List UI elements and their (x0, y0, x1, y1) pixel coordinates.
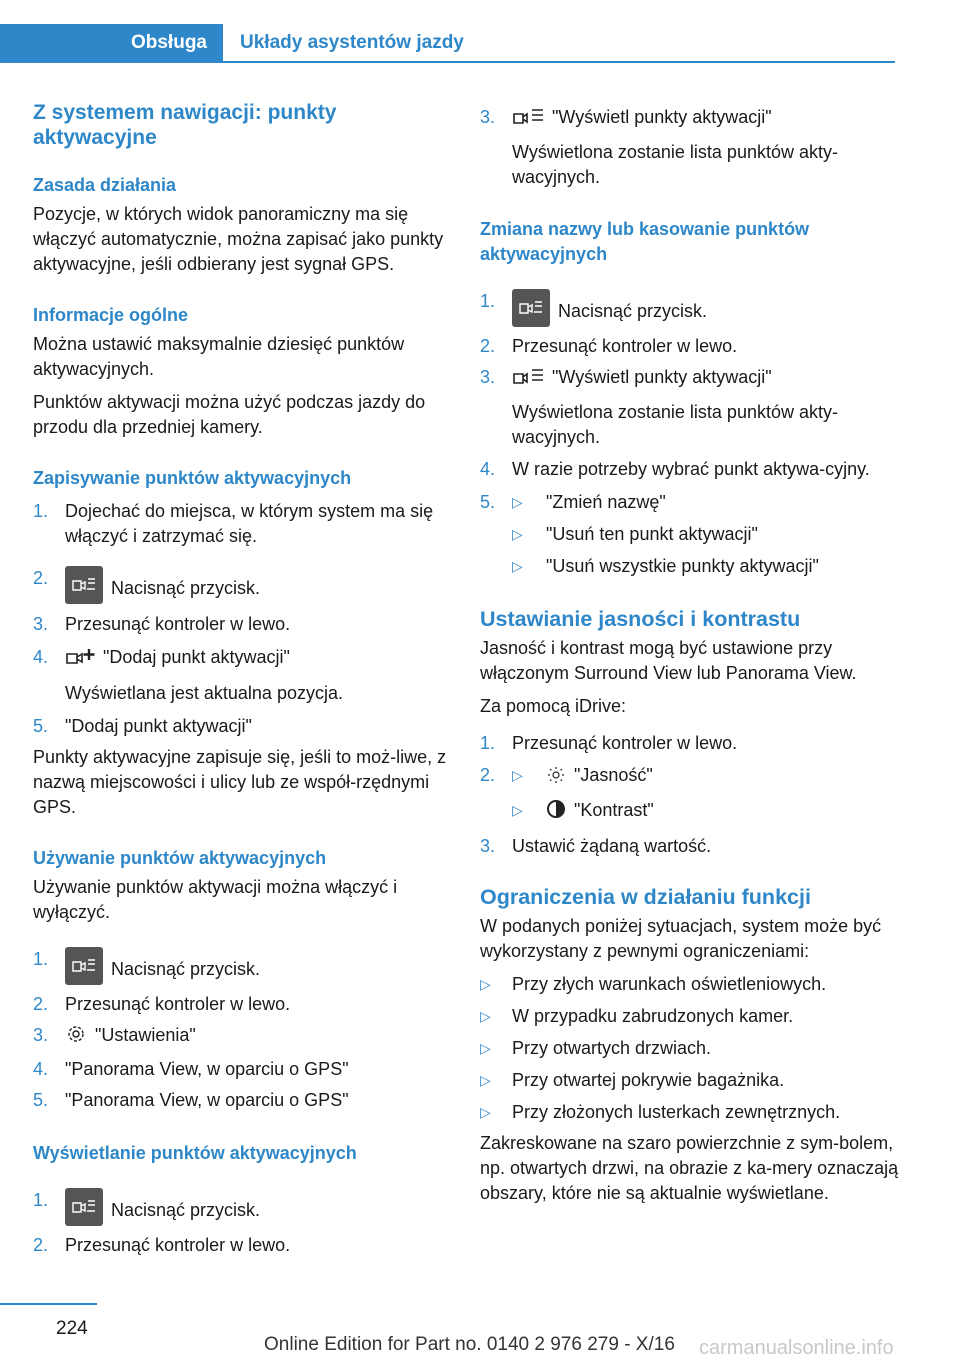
camera-button-icon (512, 289, 550, 327)
paragraph-jasnosc: Jasność i kontrast mogą być ustawione przy włączonym Surround View lub Panorama View. (480, 638, 857, 683)
step-text: "Panorama View, w oparciu o GPS" (65, 1059, 349, 1079)
step-number: 2. (33, 994, 49, 1014)
tab-obsluga[interactable]: Obsługa (0, 24, 223, 61)
tab-uklady-asystentow[interactable]: Układy asystentów jazdy (240, 32, 464, 53)
bullet-text: Przy otwartej pokrywie bagażnika. (512, 1070, 785, 1090)
list-item (480, 1100, 900, 1125)
page-number-rule (0, 1303, 97, 1305)
left-column (33, 100, 451, 1258)
step-number: 4. (480, 459, 496, 479)
header-bar (0, 24, 895, 63)
camera-button-icon (65, 1188, 103, 1226)
triangle-bullet-icon: ▷ (480, 1104, 491, 1120)
step-text: Dojechać do miejsca, w którym system ma się włączyć i zatrzymać się. (65, 501, 434, 546)
step-number: 5. (33, 716, 49, 736)
heading-informacje: Informacje ogólne (33, 305, 189, 325)
step-number: 4. (33, 1059, 49, 1079)
list-item (480, 457, 900, 482)
heading-zmiana-nazwy: Zmiana nazwy lub kasowanie punktów aktywacyjnych (480, 219, 810, 264)
bullet-text: Przy złożonych lusterkach zewnętrznych. (512, 1102, 841, 1122)
step-text: "Dodaj punkt aktywacji" (103, 647, 290, 667)
list-item (480, 365, 900, 450)
triangle-bullet-icon: ▷ (480, 1040, 491, 1056)
step-number: 3. (480, 836, 496, 856)
step-text: Nacisnąć przycisk. (111, 959, 261, 979)
add-camera-point-icon (65, 648, 95, 673)
paragraph-info-2: Punktów aktywacji można użyć podczas jazdy do przodu dla przedniej kamery. (33, 392, 426, 437)
step-subtext: Wyświetlana jest aktualna pozycja. (65, 683, 343, 703)
step-text: "Wyświetl punkty aktywacji" (552, 107, 772, 127)
step-text: Nacisnąć przycisk. (111, 1200, 261, 1220)
option-item (512, 522, 900, 547)
option-item (512, 554, 900, 579)
paragraph-ograniczenia: W podanych poniżej sytuacjach, system może być wykorzystany z pewnymi ograniczeniami: (480, 916, 882, 961)
step-number: 5. (33, 1090, 49, 1110)
step-number: 3. (480, 367, 496, 387)
list-item (33, 1233, 451, 1258)
camera-button-icon (65, 566, 103, 604)
list-item (480, 490, 900, 579)
paragraph-info-1: Można ustawić maksymalnie dziesięć punktów aktywacyjnych. (33, 334, 405, 379)
option-text: "Jasność" (574, 765, 653, 785)
triangle-bullet-icon: ▷ (480, 1008, 491, 1024)
step-text: Ustawić żądaną wartość. (512, 836, 712, 856)
step-text: "Panorama View, w oparciu o GPS" (65, 1090, 349, 1110)
paragraph-zasada: Pozycje, w których widok panoramiczny ma się włączyć automatycznie, można zapisać jako punkty aktywacyjne, jeśli odbierany jest sygnał GPS. (33, 204, 444, 274)
option-item (512, 490, 900, 515)
step-number: 3. (480, 107, 496, 127)
triangle-bullet-icon: ▷ (512, 767, 523, 783)
step-number: 2. (33, 1235, 49, 1255)
list-item (480, 334, 900, 359)
step-text: Przesunąć kontroler w lewo. (65, 994, 291, 1014)
bullet-text: Przy otwartych drzwiach. (512, 1038, 712, 1058)
list-item (33, 566, 451, 604)
brightness-icon (546, 766, 566, 791)
list-item (33, 992, 451, 1017)
watermark: carmanualsonline.info (699, 1337, 894, 1359)
triangle-bullet-icon: ▷ (480, 976, 491, 992)
steps-wyswietlanie (33, 1188, 451, 1258)
step-subtext: Wyświetlona zostanie lista punktów akty-wacyjnych. (512, 142, 838, 187)
paragraph-zapisywanie-after: Punkty aktywacyjne zapisuje się, jeśli to moż-liwe, z nazwą miejscowości i ulicy lub ze współ-rzędnymi GPS. (33, 747, 447, 817)
option-text: "Usuń ten punkt aktywacji" (546, 524, 758, 544)
step-number: 3. (33, 1025, 49, 1045)
step-text: Nacisnąć przycisk. (111, 578, 261, 598)
steps-uzywanie (33, 947, 451, 1113)
step-number: 1. (480, 733, 496, 753)
step-number: 2. (480, 336, 496, 356)
option-item (512, 798, 900, 826)
steps-zmiana (480, 289, 900, 579)
step-text: "Dodaj punkt aktywacji" (65, 716, 252, 736)
heading-zasada: Zasada działania (33, 175, 177, 195)
list-item (480, 731, 900, 756)
heading-wyswietlanie: Wyświetlanie punktów aktywacyjnych (33, 1143, 357, 1163)
bullet-text: W przypadku zabrudzonych kamer. (512, 1006, 794, 1026)
page-number: 224 (56, 1318, 88, 1339)
paragraph-idrive: Za pomocą iDrive: (480, 696, 627, 716)
list-item (33, 1023, 451, 1051)
triangle-bullet-icon: ▷ (512, 494, 523, 510)
section-title: Z systemem nawigacji: punkty aktywacyjne (33, 101, 337, 149)
step-number: 1. (480, 291, 496, 311)
triangle-bullet-icon: ▷ (512, 802, 523, 818)
footer-edition: Online Edition for Part no. 0140 2 976 279 - X/16 (264, 1334, 675, 1355)
step-text: Przesunąć kontroler w lewo. (65, 1235, 291, 1255)
contrast-icon (546, 799, 566, 826)
step-text: Nacisnąć przycisk. (558, 301, 708, 321)
camera-list-icon (512, 108, 544, 133)
step-number: 4. (33, 647, 49, 667)
heading-zapisywanie: Zapisywanie punktów aktywacyjnych (33, 468, 352, 488)
list-item (480, 763, 900, 826)
list-item (480, 1004, 900, 1029)
list-item (33, 1057, 451, 1082)
step-number: 2. (480, 765, 496, 785)
step-text: W razie potrzeby wybrać punkt aktywa-cyjny. (512, 459, 870, 479)
list-item (33, 1188, 451, 1226)
steps-zapisywanie (33, 499, 451, 739)
step-text: "Wyświetl punkty aktywacji" (552, 367, 772, 387)
triangle-bullet-icon: ▷ (512, 558, 523, 574)
list-item (480, 1036, 900, 1061)
heading-ograniczenia: Ograniczenia w działaniu funkcji (480, 885, 811, 909)
heading-jasnosc: Ustawianie jasności i kontrastu (480, 607, 801, 631)
step-text: Przesunąć kontroler w lewo. (512, 336, 738, 356)
step-subtext: Wyświetlona zostanie lista punktów akty-wacyjnych. (512, 402, 838, 447)
list-item (33, 947, 451, 985)
step-text: Przesunąć kontroler w lewo. (512, 733, 738, 753)
step-number: 5. (480, 492, 496, 512)
list-item (33, 612, 451, 637)
option-item (512, 763, 900, 791)
steps-jasnosc (480, 731, 900, 859)
step-number: 1. (33, 1190, 49, 1210)
list-item (480, 1068, 900, 1093)
list-item (33, 645, 451, 706)
step-number: 2. (33, 568, 49, 588)
camera-button-icon (65, 947, 103, 985)
camera-list-icon (512, 368, 544, 393)
list-item (480, 834, 900, 859)
triangle-bullet-icon: ▷ (480, 1072, 491, 1088)
option-text: "Usuń wszystkie punkty aktywacji" (546, 556, 819, 576)
paragraph-zakreskowane: Zakreskowane na szaro powierzchnie z sym-bolem, np. otwartych drzwi, na obrazie z ka-mery oznaczają obszary, które nie są aktualnie wyświetlane. (480, 1133, 899, 1203)
step-text: Przesunąć kontroler w lewo. (65, 614, 291, 634)
gear-icon (65, 1024, 87, 1051)
step-number: 1. (33, 949, 49, 969)
list-item (33, 1088, 451, 1113)
list-item (480, 105, 900, 190)
list-item (33, 499, 451, 549)
bullets-ograniczenia (480, 972, 900, 1125)
right-column (480, 105, 900, 1206)
bullet-text: Przy złych warunkach oświetleniowych. (512, 974, 827, 994)
step-number: 3. (33, 614, 49, 634)
list-item (480, 289, 900, 327)
list-item (33, 714, 451, 739)
paragraph-uzywanie: Używanie punktów aktywacji można włączyć i wyłączyć. (33, 877, 398, 922)
triangle-bullet-icon: ▷ (512, 526, 523, 542)
heading-uzywanie: Używanie punktów aktywacyjnych (33, 848, 327, 868)
step-text: "Ustawienia" (95, 1025, 196, 1045)
step-number: 1. (33, 501, 49, 521)
option-text: "Zmień nazwę" (546, 492, 666, 512)
list-item (480, 972, 900, 997)
option-text: "Kontrast" (574, 800, 654, 820)
